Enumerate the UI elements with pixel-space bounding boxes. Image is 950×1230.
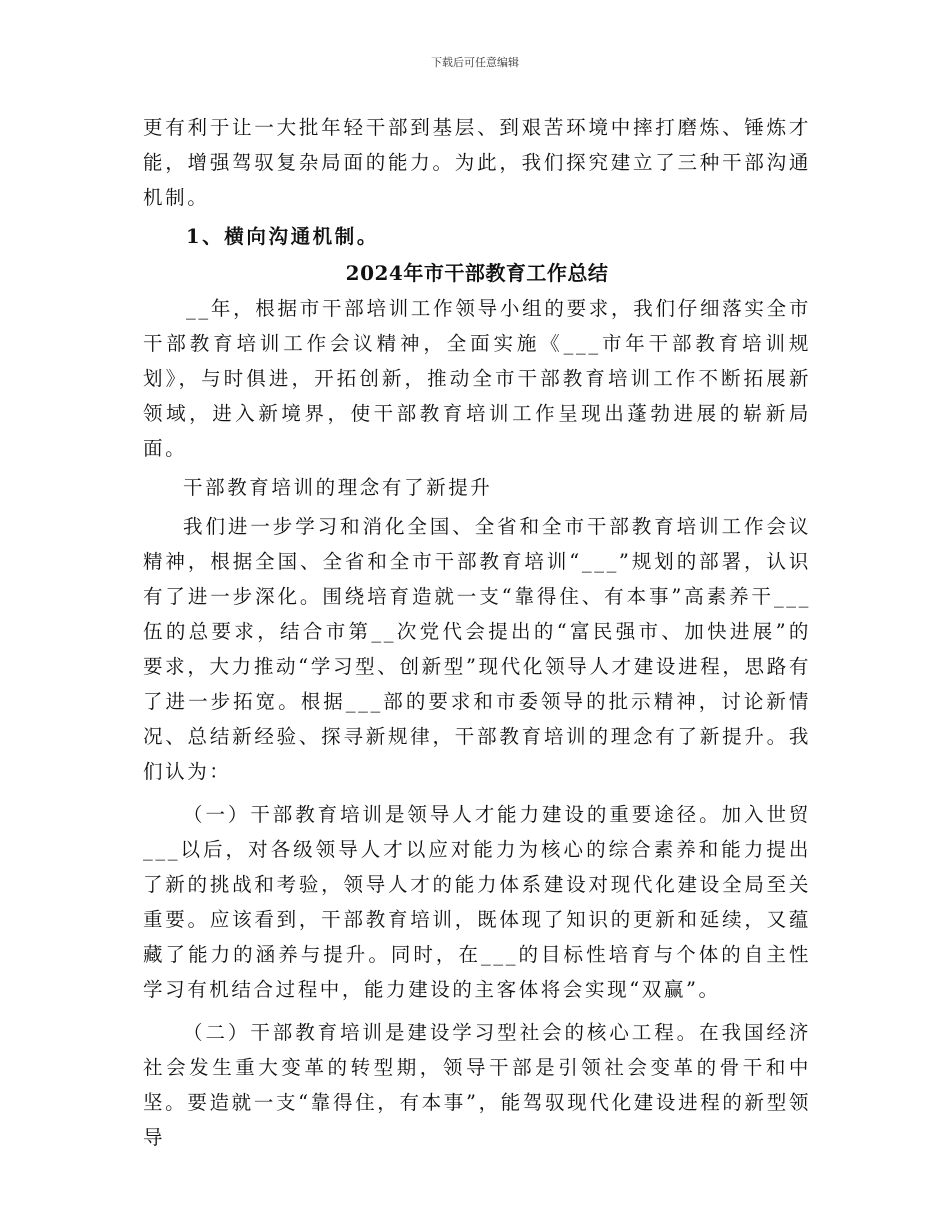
section-heading: 1、横向沟通机制。 [186,225,379,248]
paragraph-2: 我们进一步学习和消化全国、全省和全市干部教育培训工作会议精神，根据全国、全省和全市干部教育培训“___”规划的部署，认识有了进一步深化。围绕培育造就一支“靠得住、有本事”高素养干___伍的总要求，结合市第__次党代会提出的“富民强市、加快进展”的要求，大力推动“学习型、创新型”现代化领导人才建设进程，思路有了进一步拓宽。根据___部的要求和市委领导的批示精神，讨论新情况、总结新经验、探寻新规律，干部教育培训的理念有了新提升。我们认为： [143,515,811,783]
paragraph-4: （二）干部教育培训是建设学习型社会的核心工程。在我国经济社会发生重大变革的转型期，领导干部是引领社会变革的骨干和中坚。要造就一支“靠得住，有本事”，能驾驭现代化建设进程的新型领导 [143,1021,811,1149]
paragraph-1: __年，根据市干部培训工作领导小组的要求，我们仔细落实全市干部教育培训工作会议精神，全面实施《___市年干部教育培训规划》，与时俱进，开拓创新，推动全市干部教育培训工作不断拓展新领域，进入新境界，使干部教育培训工作呈现出蓬勃进展的崭新局面。 [143,297,811,460]
paragraph-3: （一）干部教育培训是领导人才能力建设的重要途径。加入世贸___以后，对各级领导人才以应对能力为核心的综合素养和能力提出了新的挑战和考验，领导人才的能力体系建设对现代化建设全局至关重要。应该看到，干部教育培训，既体现了知识的更新和延续，又蕴藏了能力的涵养与提升。同时，在___的目标性培育与个体的自主性学习有机结合过程中，能力建设的主客体将会实现“双赢”。 [143,803,811,1001]
header-note: 下载后可任意编辑 [431,56,519,69]
intro-paragraph: 更有利于让一大批年轻干部到基层、到艰苦环境中摔打磨炼、锤炼才能，增强驾驭复杂局面的能力。为此，我们探究建立了三种干部沟通机制。 [143,116,811,209]
subheading: 干部教育培训的理念有了新提升 [183,476,493,499]
document-title: 2024年市干部教育工作总结 [345,261,609,285]
document-body [143,110,811,1155]
